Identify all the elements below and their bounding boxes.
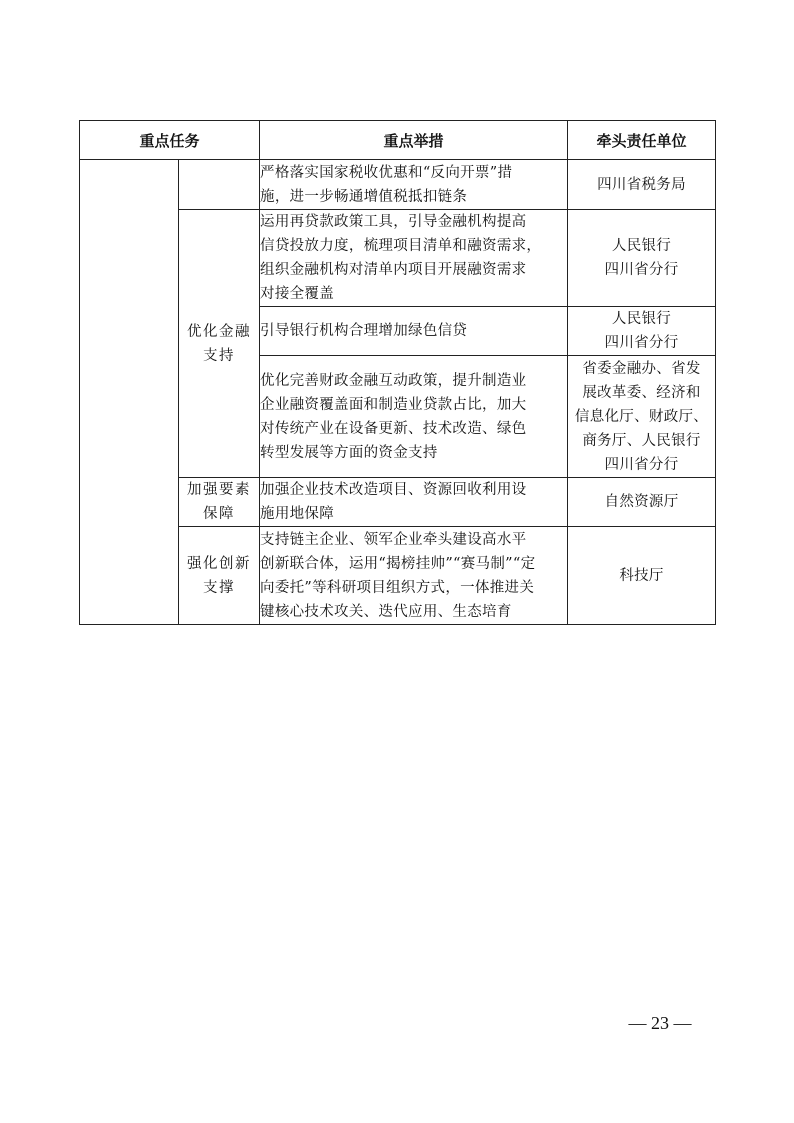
unit-cell: 人民银行 四川省分行: [568, 307, 716, 356]
table-header-row: [80, 121, 716, 160]
measure-cell: 支持链主企业、领军企业牵头建设高水平 创新联合体，运用“揭榜挂帅”“赛马制”“定 向委托”等科研项目组织方式，一体推进关 键核心技术攻关、迭代应用、生态培育: [260, 527, 568, 625]
measure-cell: 加强企业技术改造项目、资源回收利用设 施用地保障: [260, 478, 568, 527]
unit-cell: 科技厅: [568, 527, 716, 625]
subtask-finance: 优化金融 支持: [179, 210, 260, 478]
measure-cell: 引导银行机构合理增加绿色信贷: [260, 307, 568, 356]
table-row: [80, 160, 716, 210]
subtask-innovation: 强化创新 支撑: [179, 527, 260, 625]
key-task-cell: [80, 160, 179, 625]
page-number: — 23 —: [628, 1013, 692, 1033]
measure-cell: 严格落实国家税收优惠和“反向开票”措 施，进一步畅通增值税抵扣链条: [260, 160, 568, 210]
unit-cell: 省委金融办、省发 展改革委、经济和 信息化厅、财政厅、 商务厅、人民银行 四川省分行: [568, 356, 716, 478]
unit-cell: 四川省税务局: [568, 160, 716, 210]
unit-cell: 自然资源厅: [568, 478, 716, 527]
subtask-factor: 加强要素 保障: [179, 478, 260, 527]
measures-table: [79, 120, 716, 625]
unit-cell: 人民银行 四川省分行: [568, 210, 716, 307]
measure-cell: 运用再贷款政策工具，引导金融机构提高 信贷投放力度，梳理项目清单和融资需求， 组织金融机构对清单内项目开展融资需求 对接全覆盖: [260, 210, 568, 307]
header-key-measure: 重点举措: [260, 121, 568, 160]
header-key-task: 重点任务: [80, 121, 260, 160]
measure-cell: 优化完善财政金融互动政策，提升制造业 企业融资覆盖面和制造业贷款占比，加大 对传统产业在设备更新、技术改造、绿色 转型发展等方面的资金支持: [260, 356, 568, 478]
subtask-cell-empty: [179, 160, 260, 210]
header-lead-unit: 牵头责任单位: [568, 121, 716, 160]
